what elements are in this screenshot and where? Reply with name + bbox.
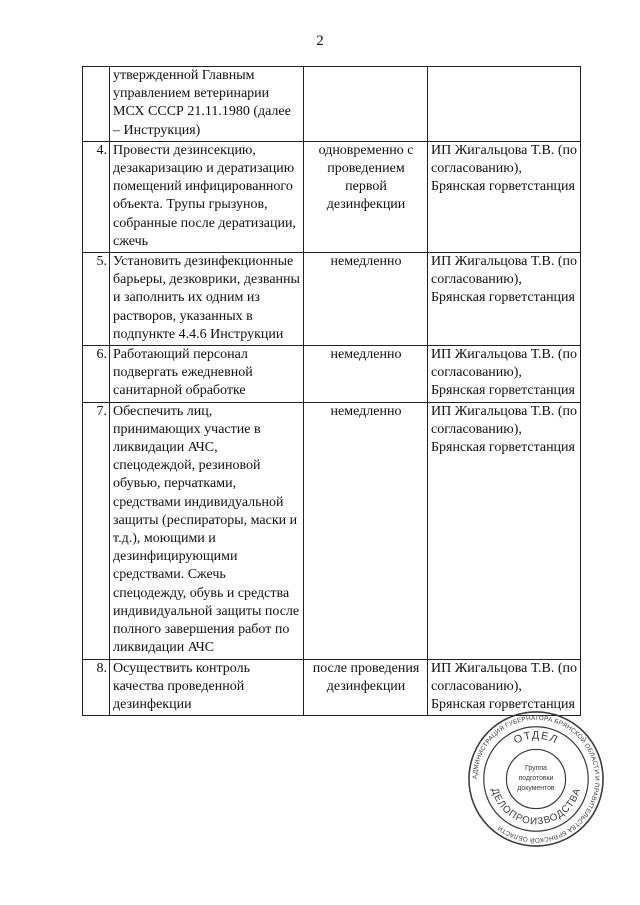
task-cell: Осуществить контроль качества проведенной дезинфекции [110, 659, 304, 716]
row-number: 6. [83, 346, 110, 403]
stamp-department-word: ОТДЕЛ [512, 729, 560, 747]
table-row [83, 346, 581, 403]
row-number: 5. [83, 253, 110, 346]
row-number: 4. [83, 141, 110, 252]
table-row [83, 402, 581, 659]
task-cell: Провести дезинсекцию, дезакаризацию и дератизацию помещений инфицированного объекта. Трупы грызунов, собранные после дератизации, сжечь [110, 141, 304, 252]
responsible-cell [428, 67, 581, 142]
term-cell: после проведения дезинфекции [304, 659, 428, 716]
stamp-center-line-2: подготовки [518, 774, 554, 782]
stamp-outer-text: АДМИНИСТРАЦИЯ ГУБЕРНАТОРА БРЯНСКОЙ ОБЛАСТИ И ПРАВИТЕЛЬСТВА БРЯНСКОЙ ОБЛАСТИ [471, 714, 601, 844]
row-number: 7. [83, 402, 110, 659]
svg-text:ДЕЛОПРОИЗВОДСТВА [488, 784, 584, 828]
table-row [83, 67, 581, 142]
responsible-cell: ИП Жигальцова Т.В. (по согласованию), Брянская горветстанция [428, 402, 581, 659]
term-cell: одновременно с проведением первой дезинфекции [304, 141, 428, 252]
task-cell: утвержденной Главным управлением ветеринарии МСХ СССР 21.11.1980 (далее – Инструкция) [110, 67, 304, 142]
table-row [83, 141, 581, 252]
task-cell: Работающий персонал подвергать ежедневной санитарной обработке [110, 346, 304, 403]
responsible-cell: ИП Жигальцова Т.В. (по согласованию), Брянская горветстанция [428, 659, 581, 716]
page-number: 2 [316, 33, 324, 49]
stamp-center-line-1: Группа [525, 765, 547, 773]
term-cell [304, 67, 428, 142]
stamp-center-line-3: документов [517, 784, 555, 792]
term-cell: немедленно [304, 402, 428, 659]
row-number: 8. [83, 659, 110, 716]
svg-text:ОТДЕЛ [512, 730, 560, 747]
responsible-cell: ИП Жигальцова Т.В. (по согласованию), Брянская горветстанция [428, 346, 581, 403]
stamp-division-word: ДЕЛОПРОИЗВОДСТВА [488, 786, 584, 828]
table-row [83, 659, 581, 716]
measures-table [82, 66, 581, 716]
task-cell: Обеспечить лиц, принимающих участие в ликвидации АЧС, спецодеждой, резиновой обувью, перчатками, средствами индивидуальной защиты (респираторы, маски и т.д.), моющими и дезинфицирующими средствами. Сжечь спецодежду, обувь и средства индивидуальной защиты после полного завершения работ по ликвидации АЧС [110, 402, 304, 659]
term-cell: немедленно [304, 253, 428, 346]
task-cell: Установить дезинфекционные барьеры, дезковрики, дезванны и заполнить их одним из растворов, указанных в подпункте 4.4.6 Инструкции [110, 253, 304, 346]
table-row [83, 253, 581, 346]
office-stamp [467, 710, 605, 848]
responsible-cell: ИП Жигальцова Т.В. (по согласованию), Брянская горветстанция [428, 141, 581, 252]
row-number [83, 67, 110, 142]
responsible-cell: ИП Жигальцова Т.В. (по согласованию), Брянская горветстанция [428, 253, 581, 346]
term-cell: немедленно [304, 346, 428, 403]
